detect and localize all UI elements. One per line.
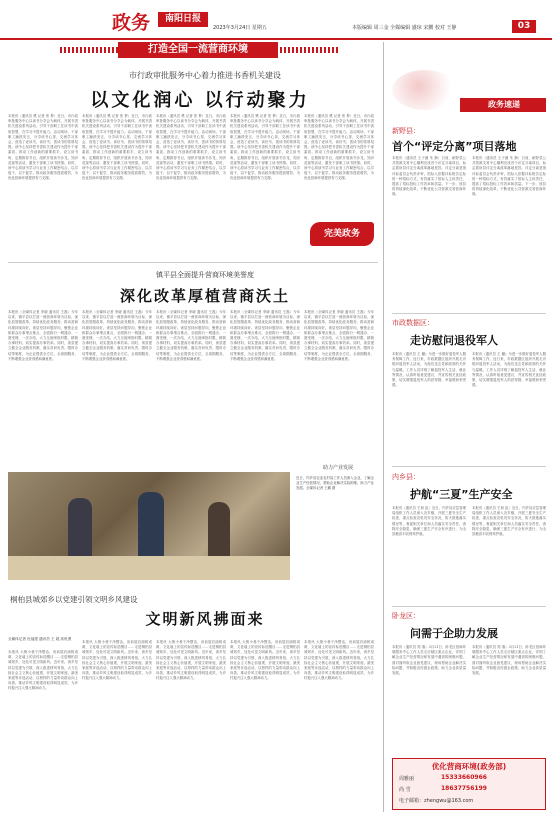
ad-contact-2-name: 尚 雪: [399, 787, 411, 793]
lead-title: 以文化润心 以行动聚力: [90, 90, 310, 111]
article3-kicker: 桐柏县城郊乡以党建引领文明乡风建设: [10, 595, 138, 604]
sidebar-item-4-col2: 本报讯（通讯员 郑 瑞）3月21日，卧龙区营商环境服务中心工作人员走访辖区重点企业，详细了解企业生产经营情况和发展中遇到的困难问题，面对面听取企业意见建议，现场帮助企业解决实际问题，并积极宣传惠企政策，助力企业高质量发展。: [472, 645, 546, 676]
sidebar-item-3-title: 护航“三夏”生产安全: [410, 488, 513, 501]
article2-kicker: 镇平县全面提升营商环境美誉度: [156, 271, 254, 279]
banner-right-stripe: [280, 47, 340, 53]
ad-email[interactable]: 电子邮箱：zhengwu@163.com: [399, 798, 474, 804]
editor-line: 本版编辑 周三金 全媒编辑 盛琼 宋鹏 校对 王静: [352, 25, 457, 31]
article3-byline: 全媒体记者 杜福建 通讯员 王 超 高贵勇: [8, 637, 72, 641]
ad-box: [392, 758, 546, 810]
date-line: 2023年3月24日 星期五: [213, 25, 267, 31]
paper-logo: 南阳日报: [158, 12, 208, 27]
brand-badge: [310, 222, 374, 246]
sidebar-label: 政务速递: [488, 100, 520, 109]
lead-body-col3: 本报讯（通讯员 樊 记者 张 梦）近日，市行政审批服务中心以读书分享会为载体，开展书香机关建设系列活动，引导干部职工在读书中汲取智慧，在学习中提升能力。活动现场，干部职工踊跃发言，分享读书心得，交流学习体会，营造了爱读书、读好书、善读书的浓厚氛围。该中心坚持把书香机关建设作为提升干部素质、推动工作创新的重要抓手，设立读书角，定期推荐书目，组织开展读书沙龙、知识竞赛等活动，激发干部职工读书热情。同时，该中心将读书学习与业务工作紧密结合，以学促干、以干促学，推动政务服务提质增效，为优化营商环境提供有力支撑。: [156, 114, 226, 181]
sidebar-item-2-kicker: 市政数据区：: [392, 319, 434, 327]
photo-figure-b: [138, 492, 164, 558]
article3-title: 文明新风拂面来: [145, 610, 265, 628]
sidebar-divider-3: [392, 606, 546, 607]
sidebar-item-3-col2: 本报讯（通讯员 王和 赵）近日，内乡县应急管理局组织工作人员深入各乡镇，开展三夏安全生产检查，重点检查农机具安全状况、防火措施落实情况等，督促相关单位和人员落实安全责任，消除安全隐患，确保三夏生产安全有序进行，为全县粮食丰收保驾护航。: [472, 506, 546, 537]
photo-shelf: [8, 556, 290, 580]
sidebar-decor: [392, 70, 458, 110]
article2-body-col3: 本报讯（全媒体记者 李晓 通讯员 王磊）今年以来，镇平县以打造一流营商环境为目标，深化放管服改革，持续优化政务服务，推动营商环境持续向好。该县坚持问题导向，聚焦企业和群众办事堵点难点，全面推行一网通办、一窗受理、一次办结，大力压缩审批时限，精简办事材料，切实提高办事效率。同时，该县建立健全企业服务机制，落实首问负责、限时办结等制度，为企业提供全方位、全周期服务，不断增强企业获得感和满意度。: [156, 310, 226, 361]
lead-body-col5: 本报讯（通讯员 樊 记者 张 梦）近日，市行政审批服务中心以读书分享会为载体，开展书香机关建设系列活动，引导干部职工在读书中汲取智慧，在学习中提升能力。活动现场，干部职工踊跃发言，分享读书心得，交流学习体会，营造了爱读书、读好书、善读书的浓厚氛围。该中心坚持把书香机关建设作为提升干部素质、推动工作创新的重要抓手，设立读书角，定期推荐书目，组织开展读书沙龙、知识竞赛等活动，激发干部职工读书热情。同时，该中心将读书学习与业务工作紧密结合，以学促干、以干促学，推动政务服务提质增效，为优化营商环境提供有力支撑。: [304, 114, 374, 181]
sidebar-item-4-col1: 本报讯（通讯员 郑 瑞）3月21日，卧龙区营商环境服务中心工作人员走访辖区重点企业，详细了解企业生产经营情况和发展中遇到的困难问题，面对面听取企业意见建议，现场帮助企业解决实际问题，并积极宣传惠企政策，助力企业高质量发展。: [392, 645, 466, 676]
ad-contact-1-phone[interactable]: 15333660966: [441, 774, 487, 781]
sidebar-item-3-kicker: 内乡县：: [392, 473, 420, 481]
sidebar-divider-2: [392, 466, 546, 467]
news-photo: [8, 472, 290, 580]
sidebar-item-1-col1: 本报讯（通讯员 王子涵 朱 静）日前，新野县公共资源交易中心顺利完成首个评定分离项目，标志着该县评定分离改革落地见效。评定分离是指评标委员会负责评审，招标人依据评标报告定标的一种招标方式，有效落实了招标人主体责任，提高了招标投标工作效率和质量。下一步，该县将持续深化改革，不断优化公共资源交易营商环境。: [392, 156, 466, 197]
ad-contact-2-phone[interactable]: 18637756199: [441, 785, 487, 792]
lead-kicker: 市行政审批服务中心着力推进书香机关建设: [129, 71, 281, 80]
article3-body-col2: 本报讯 大街小巷干净整洁，房前屋后绿树成荫，文化墙上的宣传标语醒目……走进桐柏县城郊乡，处处可见文明新风。近年来，该乡坚持以党建为引领，深入推进移风易俗，大力弘扬社会主义核心价值观，开展文明家庭、最美家庭等评选活动，以榜样的力量带动群众向上向善，推动乡风文明建设取得明显成效，为乡村振兴注入强大精神动力。: [82, 640, 152, 681]
column-divider: [383, 42, 384, 812]
lead-body-col2: 本报讯（通讯员 樊 记者 张 梦）近日，市行政审批服务中心以读书分享会为载体，开展书香机关建设系列活动，引导干部职工在读书中汲取智慧，在学习中提升能力。活动现场，干部职工踊跃发言，分享读书心得，交流学习体会，营造了爱读书、读好书、善读书的浓厚氛围。该中心坚持把书香机关建设作为提升干部素质、推动工作创新的重要抓手，设立读书角，定期推荐书目，组织开展读书沙龙、知识竞赛等活动，激发干部职工读书热情。同时，该中心将读书学习与业务工作紧密结合，以学促干、以干促学，推动政务服务提质增效，为优化营商环境提供有力支撑。: [82, 114, 152, 181]
article2-body-col1: 本报讯（全媒体记者 李晓 通讯员 王磊）今年以来，镇平县以打造一流营商环境为目标，深化放管服改革，持续优化政务服务，推动营商环境持续向好。该县坚持问题导向，聚焦企业和群众办事堵点难点，全面推行一网通办、一窗受理、一次办结，大力压缩审批时限，精简办事材料，切实提高办事效率。同时，该县建立健全企业服务机制，落实首问负责、限时办结等制度，为企业提供全方位、全周期服务，不断增强企业获得感和满意度。: [8, 310, 78, 361]
page-header: [0, 0, 552, 40]
banner-title: 打造全国一流营商环境: [118, 42, 278, 58]
brand-badge-text: 完美政务: [323, 229, 360, 239]
divider-1: [8, 262, 378, 263]
article3-body-col5: 本报讯 大街小巷干净整洁，房前屋后绿树成荫，文化墙上的宣传标语醒目……走进桐柏县城郊乡，处处可见文明新风。近年来，该乡坚持以党建为引领，深入推进移风易俗，大力弘扬社会主义核心价值观，开展文明家庭、最美家庭等评选活动，以榜样的力量带动群众向上向善，推动乡风文明建设取得明显成效，为乡村振兴注入强大精神动力。: [304, 640, 374, 681]
article2-title: 深化改革厚植营商沃土: [119, 287, 290, 305]
photo-figure-c: [208, 502, 230, 558]
sidebar-item-4-kicker: 卧龙区：: [392, 612, 420, 620]
sidebar-item-1-col2: 本报讯（通讯员 王子涵 朱 静）日前，新野县公共资源交易中心顺利完成首个评定分离项目，标志着该县评定分离改革落地见效。评定分离是指评标委员会负责评审，招标人依据评标报告定标的一种招标方式，有效落实了招标人主体责任，提高了招标投标工作效率和质量。下一步，该县将持续深化改革，不断优化公共资源交易营商环境。: [472, 156, 546, 197]
sidebar-item-3-col1: 本报讯（通讯员 王和 赵）近日，内乡县应急管理局组织工作人员深入各乡镇，开展三夏安全生产检查，重点检查农机具安全状况、防火措施落实情况等，督促相关单位和人员落实安全责任，消除安全隐患，确保三夏生产安全有序进行，为全县粮食丰收保驾护航。: [392, 506, 466, 537]
section-title: 政务: [112, 12, 151, 34]
photo-figure-a: [68, 498, 92, 558]
lead-body-col4: 本报讯（通讯员 樊 记者 张 梦）近日，市行政审批服务中心以读书分享会为载体，开展书香机关建设系列活动，引导干部职工在读书中汲取智慧，在学习中提升能力。活动现场，干部职工踊跃发言，分享读书心得，交流学习体会，营造了爱读书、读好书、善读书的浓厚氛围。该中心坚持把书香机关建设作为提升干部素质、推动工作创新的重要抓手，设立读书角，定期推荐书目，组织开展读书沙龙、知识竞赛等活动，激发干部职工读书热情。同时，该中心将读书学习与业务工作紧密结合，以学促干、以干促学，推动政务服务提质增效，为优化营商环境提供有力支撑。: [230, 114, 300, 181]
article2-body-col5: 本报讯（全媒体记者 李晓 通讯员 王磊）今年以来，镇平县以打造一流营商环境为目标，深化放管服改革，持续优化政务服务，推动营商环境持续向好。该县坚持问题导向，聚焦企业和群众办事堵点难点，全面推行一网通办、一窗受理、一次办结，大力压缩审批时限，精简办事材料，切实提高办事效率。同时，该县建立健全企业服务机制，落实首问负责、限时办结等制度，为企业提供全方位、全周期服务，不断增强企业获得感和满意度。: [304, 310, 374, 361]
article2-body-col4: 本报讯（全媒体记者 李晓 通讯员 王磊）今年以来，镇平县以打造一流营商环境为目标，深化放管服改革，持续优化政务服务，推动营商环境持续向好。该县坚持问题导向，聚焦企业和群众办事堵点难点，全面推行一网通办、一窗受理、一次办结，大力压缩审批时限，精简办事材料，切实提高办事效率。同时，该县建立健全企业服务机制，落实首问负责、限时办结等制度，为企业提供全方位、全周期服务，不断增强企业获得感和满意度。: [230, 310, 300, 361]
sidebar-item-2-title: 走访慰问退役军人: [410, 334, 498, 347]
photo-title: 助力产业发展: [322, 465, 353, 471]
ad-title: 优化营商环境(政务部): [431, 762, 507, 771]
page-number: 03: [512, 20, 536, 33]
sidebar-item-2-col1: 本报讯（通讯员 王 璐）为进一步做好退役军人服务保障工作，连日来，市政数据区组织开展走访慰问退役军人活动，为他们送去党和政府的关怀与温暖。工作人员详细了解退役军人生活、就业等情况，认真听取意见建议，并宣传相关优抚政策，切实增强退役军人的获得感、幸福感和荣誉感。: [392, 352, 466, 388]
photo-caption: 近日，内乡县农业农村局工作人员深入企业，了解企业生产经营情况，帮助企业解决实际困难，助力产业发展。全媒体记者 王鹏 摄: [296, 476, 374, 490]
sidebar-item-1-title: 首个“评定分离”项目落地: [392, 140, 517, 153]
sidebar-item-4-title: 问需于企助力发展: [410, 627, 498, 640]
article3-body-col3: 本报讯 大街小巷干净整洁，房前屋后绿树成荫，文化墙上的宣传标语醒目……走进桐柏县城郊乡，处处可见文明新风。近年来，该乡坚持以党建为引领，深入推进移风易俗，大力弘扬社会主义核心价值观，开展文明家庭、最美家庭等评选活动，以榜样的力量带动群众向上向善，推动乡风文明建设取得明显成效，为乡村振兴注入强大精神动力。: [156, 640, 226, 681]
sidebar-item-1-kicker: 新野县：: [392, 127, 420, 135]
sidebar-divider-1: [392, 313, 546, 314]
article3-body-col1: 本报讯 大街小巷干净整洁，房前屋后绿树成荫，文化墙上的宣传标语醒目……走进桐柏县城郊乡，处处可见文明新风。近年来，该乡坚持以党建为引领，深入推进移风易俗，大力弘扬社会主义核心价值观，开展文明家庭、最美家庭等评选活动，以榜样的力量带动群众向上向善，推动乡风文明建设取得明显成效，为乡村振兴注入强大精神动力。: [8, 650, 78, 691]
article2-body-col2: 本报讯（全媒体记者 李晓 通讯员 王磊）今年以来，镇平县以打造一流营商环境为目标，深化放管服改革，持续优化政务服务，推动营商环境持续向好。该县坚持问题导向，聚焦企业和群众办事堵点难点，全面推行一网通办、一窗受理、一次办结，大力压缩审批时限，精简办事材料，切实提高办事效率。同时，该县建立健全企业服务机制，落实首问负责、限时办结等制度，为企业提供全方位、全周期服务，不断增强企业获得感和满意度。: [82, 310, 152, 361]
ad-contact-1-name: 周雅丽: [399, 776, 415, 782]
article3-body-col4: 本报讯 大街小巷干净整洁，房前屋后绿树成荫，文化墙上的宣传标语醒目……走进桐柏县城郊乡，处处可见文明新风。近年来，该乡坚持以党建为引领，深入推进移风易俗，大力弘扬社会主义核心价值观，开展文明家庭、最美家庭等评选活动，以榜样的力量带动群众向上向善，推动乡风文明建设取得明显成效，为乡村振兴注入强大精神动力。: [230, 640, 300, 681]
lead-body-col1: 本报讯（通讯员 樊 记者 张 梦）近日，市行政审批服务中心以读书分享会为载体，开展书香机关建设系列活动，引导干部职工在读书中汲取智慧，在学习中提升能力。活动现场，干部职工踊跃发言，分享读书心得，交流学习体会，营造了爱读书、读好书、善读书的浓厚氛围。该中心坚持把书香机关建设作为提升干部素质、推动工作创新的重要抓手，设立读书角，定期推荐书目，组织开展读书沙龙、知识竞赛等活动，激发干部职工读书热情。同时，该中心将读书学习与业务工作紧密结合，以学促干、以干促学，推动政务服务提质增效，为优化营商环境提供有力支撑。: [8, 114, 78, 181]
banner-left-stripe: [60, 47, 120, 53]
sidebar-item-2-col2: 本报讯（通讯员 王 璐）为进一步做好退役军人服务保障工作，连日来，市政数据区组织开展走访慰问退役军人活动，为他们送去党和政府的关怀与温暖。工作人员详细了解退役军人生活、就业等情况，认真听取意见建议，并宣传相关优抚政策，切实增强退役军人的获得感、幸福感和荣誉感。: [472, 352, 546, 388]
